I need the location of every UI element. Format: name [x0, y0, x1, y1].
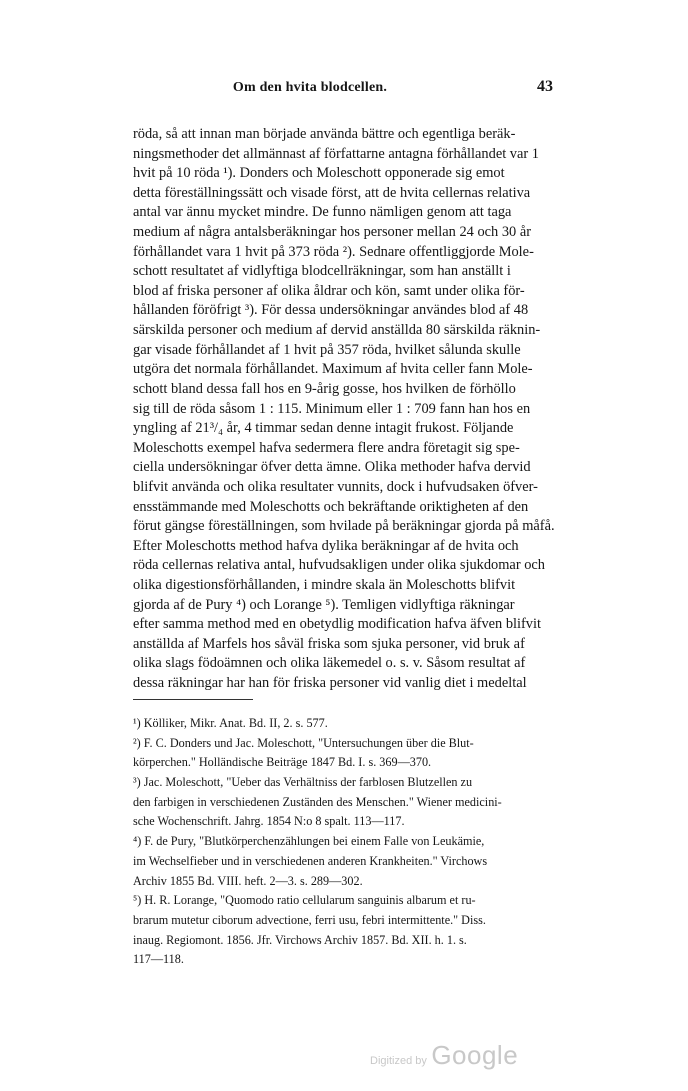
- footnote-text: Archiv 1855 Bd. VIII. heft. 2—3. s. 289—302.: [133, 873, 363, 888]
- body-line-text: Efter Moleschotts method hafva dylika beräkningar af de hvita och: [133, 537, 519, 554]
- body-line: [133, 262, 557, 282]
- body-line: [133, 341, 557, 361]
- footnote-text: inaug. Regiomont. 1856. Jfr. Virchows Archiv 1857. Bd. XII. h. 1. s.: [133, 932, 467, 947]
- body-line-text: schott bland dessa fall hos en 9-årig gosse, hos hvilken de förhöllo: [133, 380, 516, 397]
- footnote-text: ²) F. C. Donders und Jac. Moleschott, "Untersuchungen über die Blut-: [133, 735, 474, 750]
- body-line: [133, 184, 557, 204]
- body-line: [133, 674, 557, 694]
- footnote-text: körperchen." Holländische Beiträge 1847 Bd. I. s. 369—370.: [133, 755, 432, 770]
- body-line-text: förut gängse föreställningen, som hvilade på beräkningar gjorda på måfå.: [133, 518, 555, 535]
- footnote-3-cont: [133, 812, 557, 832]
- body-line-text: hållanden föröfrigt ³). För dessa undersökningar användes blod af 48: [133, 302, 529, 319]
- body-line: [133, 439, 557, 459]
- body-line: [133, 243, 557, 263]
- body-line: [133, 537, 557, 557]
- body-line-text: gjorda af de Pury ⁴) och Lorange ⁵). Temligen vidlyftiga räkningar: [133, 596, 515, 613]
- body-line: [133, 164, 557, 184]
- body-line-text: särskilda personer och medium af dervid anställda 80 särskilda räknin-: [133, 322, 541, 339]
- body-line: [133, 321, 557, 341]
- google-logo: Google: [431, 1040, 519, 1070]
- footnote-text: sche Wochenschrift. Jahrg. 1854 N:o 8 spalt. 113—117.: [133, 814, 405, 829]
- footnote-separator: [133, 699, 253, 700]
- footnote-5-cont: [133, 931, 557, 951]
- footnote-text: den farbigen in verschiedenen Zuständen des Menschen." Wiener medicini-: [133, 794, 502, 809]
- footnote-2: [133, 734, 557, 754]
- body-line-text: röda cellernas relativa antal, hufvudsakligen under olika sjukdomar och: [133, 557, 545, 574]
- body-line: [133, 458, 557, 478]
- body-line: [133, 478, 557, 498]
- footnote-5-cont: [133, 950, 557, 970]
- footnote-text: ¹) Kölliker, Mikr. Anat. Bd. II, 2. s. 577.: [133, 716, 328, 730]
- running-title: Om den hvita blodcellen.: [232, 80, 388, 95]
- body-line-text: schott resultatet af vidlyftiga blodcellräkningar, som han anställt i: [133, 263, 511, 280]
- body-line-text: dessa räkningar har han för friska personer vid vanlig diet i medeltal: [133, 675, 527, 692]
- body-line: [133, 498, 557, 518]
- body-paragraph: [133, 125, 557, 694]
- body-line: [133, 419, 557, 439]
- body-line: [133, 615, 557, 635]
- body-line: [133, 145, 557, 165]
- body-line-text: förhållandet vara 1 hvit på 373 röda ²). Sednare offentliggjorde Mole-: [133, 243, 534, 260]
- footnote-4: [133, 832, 557, 852]
- footnote-5-cont: [133, 911, 557, 931]
- body-line: [133, 282, 557, 302]
- body-line: [133, 517, 557, 537]
- body-line: [133, 635, 557, 655]
- footnote-text: ⁴) F. de Pury, "Blutkörperchenzählungen bei einem Falle von Leukämie,: [133, 834, 485, 849]
- body-line: [133, 400, 557, 420]
- footnote-text: brarum mutetur ciborum advectione, ferri usu, febri intermittente." Diss.: [133, 912, 486, 927]
- footnote-4-cont: [133, 872, 557, 892]
- footnote-1: [133, 714, 557, 734]
- watermark-prefix: Digitized by: [370, 1055, 427, 1067]
- body-line: [133, 360, 557, 380]
- body-line: [133, 301, 557, 321]
- footnote-2-cont: [133, 753, 557, 773]
- footnote-5: [133, 891, 557, 911]
- footnote-4-cont: [133, 852, 557, 872]
- body-line: [133, 380, 557, 400]
- footnote-text: ³) Jac. Moleschott, "Ueber das Verhältniss der farblosen Blutzellen zu: [133, 775, 473, 790]
- page-number: 43: [537, 78, 553, 95]
- footnotes: [133, 714, 557, 970]
- body-line-text: antal var ännu mycket mindre. De funno nämligen genom att taga: [133, 204, 512, 221]
- digitized-by-google-watermark: [370, 1040, 518, 1071]
- body-line-text: sig till de röda såsom 1 : 115. Minimum eller 1 : 709 fann han hos en: [133, 400, 531, 417]
- footnote-3-cont: [133, 793, 557, 813]
- body-line: [133, 223, 557, 243]
- body-line-text: blod af friska personer af olika åldrar och kön, samt under olika för-: [133, 282, 525, 299]
- body-line-text: olika slags födoämnen och olika läkemedel o. s. v. Såsom resultat af: [133, 655, 526, 672]
- body-line-text: blifvit använda och olika resultater vunnits, dock i hufvudsaken öfver-: [133, 478, 538, 495]
- body-line-text: röda, så att innan man började använda bättre och egentliga beräk-: [133, 126, 516, 142]
- body-line: [133, 203, 557, 223]
- body-line-text: utgöra det normala förhållandet. Maximum af hvita celler fann Mole-: [133, 361, 533, 378]
- body-line-text: medium af några antalsberäkningar hos personer mellan 24 och 30 år: [133, 224, 531, 241]
- body-line-text: yngling af 21³/₄ år, 4 timmar sedan denne intagit frukost. Följande: [133, 420, 514, 437]
- body-line-text: ciella undersökningar öfver detta ämne. Olika methoder hafva dervid: [133, 459, 531, 476]
- body-line: [133, 125, 557, 145]
- body-line: [133, 556, 557, 576]
- body-line-text: Moleschotts exempel hafva sedermera flere andra företagit sig spe-: [133, 439, 520, 456]
- body-line: [133, 596, 557, 616]
- body-line-text: efter samma method med en obetydlig modification hafva äfven blifvit: [133, 616, 542, 633]
- body-line: [133, 576, 557, 596]
- footnote-text: 117—118.: [133, 952, 184, 967]
- footnote-3: [133, 773, 557, 793]
- body-line-text: ensstämmande med Moleschotts och bekräftande oriktigheten af den: [133, 498, 529, 515]
- body-line-text: anställda af Marfels hos såväl friska som sjuka personer, vid bruk af: [133, 635, 525, 652]
- footnote-text: ⁵) H. R. Lorange, "Quomodo ratio cellularum sanguinis albarum et ru-: [133, 893, 476, 908]
- body-line-text: hvit på 10 röda ¹). Donders och Moleschott opponerade sig emot: [133, 165, 505, 182]
- body-line-text: ningsmethoder det allmännast af författarne antagna förhållandet var 1: [133, 145, 539, 162]
- body-line: [133, 654, 557, 674]
- body-line-text: detta föreställningssätt och visade först, att de hvita cellernas relativa: [133, 184, 531, 201]
- body-line-text: olika digestionsförhållanden, i mindre skala än Moleschotts blifvit: [133, 577, 516, 594]
- footnote-text: im Wechselfieber und in verschiedenen anderen Krankheiten." Virchows: [133, 853, 488, 868]
- body-line-text: gar visade förhållandet af 1 hvit på 357 röda, hvilket sålunda skulle: [133, 341, 521, 358]
